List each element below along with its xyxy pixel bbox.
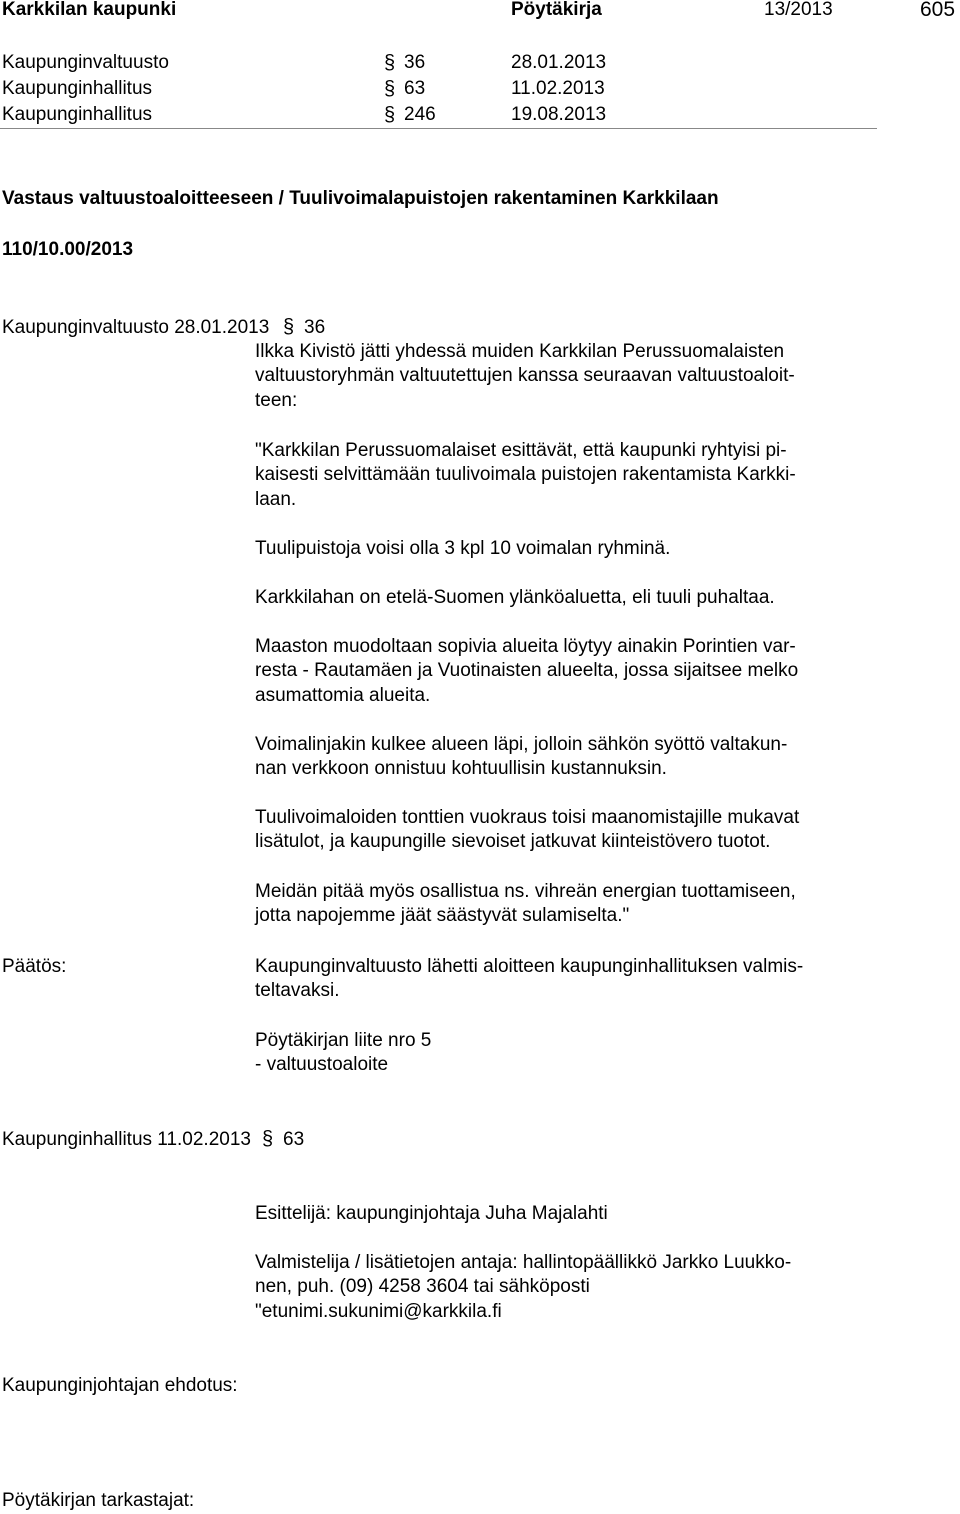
reference-number: 63 xyxy=(404,78,426,99)
reference-body: Kaupunginhallitus xyxy=(2,78,153,99)
paragraph xyxy=(255,340,795,413)
text-line: asumattomia alueita. xyxy=(255,684,431,706)
section-sign-icon: § xyxy=(384,78,396,100)
text-line: "etunimi.sukunimi@karkkila.fi xyxy=(255,1300,502,1322)
text-line: Pöytäkirjan liite nro 5 xyxy=(255,1030,432,1051)
reference-body: Kaupunginvaltuusto xyxy=(2,52,169,73)
text-line: "Karkkilan Perussuomalaiset esittävät, että kaupunki ryhtyisi pi- xyxy=(255,440,787,461)
text-line: Maaston muodoltaan sopivia alueita löytyy ainakin Porintien var- xyxy=(255,636,796,657)
text-line: nen, puh. (09) 4258 3604 tai sähköposti xyxy=(255,1276,590,1298)
text-line: Valmistelija / lisätietojen antaja: hallintopäällikkö Jarkko Luukko- xyxy=(255,1252,792,1273)
reference-date: 28.01.2013 xyxy=(511,52,607,73)
paragraph xyxy=(255,880,796,929)
section-number: 36 xyxy=(304,317,326,338)
text-line: teltavaksi. xyxy=(255,980,340,1002)
record-number: 110/10.00/2013 xyxy=(2,239,134,260)
text-line: Meidän pitää myös osallistua ns. vihreän energian tuottamiseen, xyxy=(255,881,796,902)
organization-name: Karkkilan kaupunki xyxy=(2,0,177,20)
text-line: Tuulipuistoja voisi olla 3 kpl 10 voimalan ryhminä. xyxy=(255,538,671,559)
text-line: laan. xyxy=(255,488,297,510)
section-sign-icon: § xyxy=(262,1128,274,1150)
divider xyxy=(0,128,877,129)
section-heading: Kaupunginvaltuusto 28.01.2013 xyxy=(2,317,270,338)
reference-number: 36 xyxy=(404,52,426,73)
reference-number: 246 xyxy=(404,104,436,125)
paragraph xyxy=(255,806,799,855)
presenter-line xyxy=(255,1202,608,1226)
text-line: resta - Rautamäen ja Vuotinaisten alueelta, jossa sijaitsee melko xyxy=(255,660,799,682)
text-line: teen: xyxy=(255,389,298,411)
text-line: - valtuustoaloite xyxy=(255,1054,389,1076)
minutes-checkers-label: Pöytäkirjan tarkastajat: xyxy=(2,1490,195,1511)
paragraph xyxy=(255,439,796,512)
section-number: 63 xyxy=(283,1129,305,1150)
text-line: Esittelijä: kaupunginjohtaja Juha Majalahti xyxy=(255,1203,608,1224)
document-type: Pöytäkirja xyxy=(511,0,602,20)
text-line: lisätulot, ja kaupungille sievoiset jatkuvat kiinteistövero tuotot. xyxy=(255,831,771,853)
reference-date: 19.08.2013 xyxy=(511,104,607,125)
decision-text xyxy=(255,955,803,1004)
paragraph xyxy=(255,586,775,610)
reference-date: 11.02.2013 xyxy=(511,78,605,99)
section-sign-icon: § xyxy=(283,316,295,338)
section-sign-icon: § xyxy=(384,52,396,74)
text-line: Tuulivoimaloiden tonttien vuokraus toisi maanomistajille mukavat xyxy=(255,807,800,828)
preparer-info xyxy=(255,1251,791,1324)
section-heading: Kaupunginhallitus 11.02.2013 xyxy=(2,1129,251,1150)
text-line: Kaupunginvaltuusto lähetti aloitteen kaupunginhallituksen valmis- xyxy=(255,956,804,977)
paragraph xyxy=(255,635,798,708)
page-number: 605 xyxy=(920,0,956,21)
text-line: Karkkilahan on etelä-Suomen ylänköaluetta, eli tuuli puhaltaa. xyxy=(255,587,775,608)
issue-number: 13/2013 xyxy=(764,0,833,20)
text-line: nan verkkoon onnistuu kohtuullisin kustannuksin. xyxy=(255,758,667,780)
text-line: Ilkka Kivistö jätti yhdessä muiden Karkkilan Perussuomalaisten xyxy=(255,341,785,362)
reference-body: Kaupunginhallitus xyxy=(2,104,153,125)
mayor-proposal-label: Kaupunginjohtajan ehdotus: xyxy=(2,1375,238,1396)
subject-title: Vastaus valtuustoaloitteeseen / Tuulivoimalapuistojen rakentaminen Karkkilaan xyxy=(2,188,719,209)
text-line: kaisesti selvittämään tuulivoimala puistojen rakentamista Karkki- xyxy=(255,464,796,486)
text-line: jotta napojemme jäät säästyvät sulamiselta." xyxy=(255,905,630,927)
paragraph xyxy=(255,537,670,561)
decision-label: Päätös: xyxy=(2,956,67,977)
text-line: Voimalinjakin kulkee alueen läpi, jolloin sähkön syöttö valtakun- xyxy=(255,734,788,755)
paragraph xyxy=(255,733,787,782)
text-line: valtuustoryhmän valtuutettujen kanssa seuraavan valtuustoaloit- xyxy=(255,365,795,387)
attachment-note xyxy=(255,1029,431,1078)
section-sign-icon: § xyxy=(384,104,396,126)
